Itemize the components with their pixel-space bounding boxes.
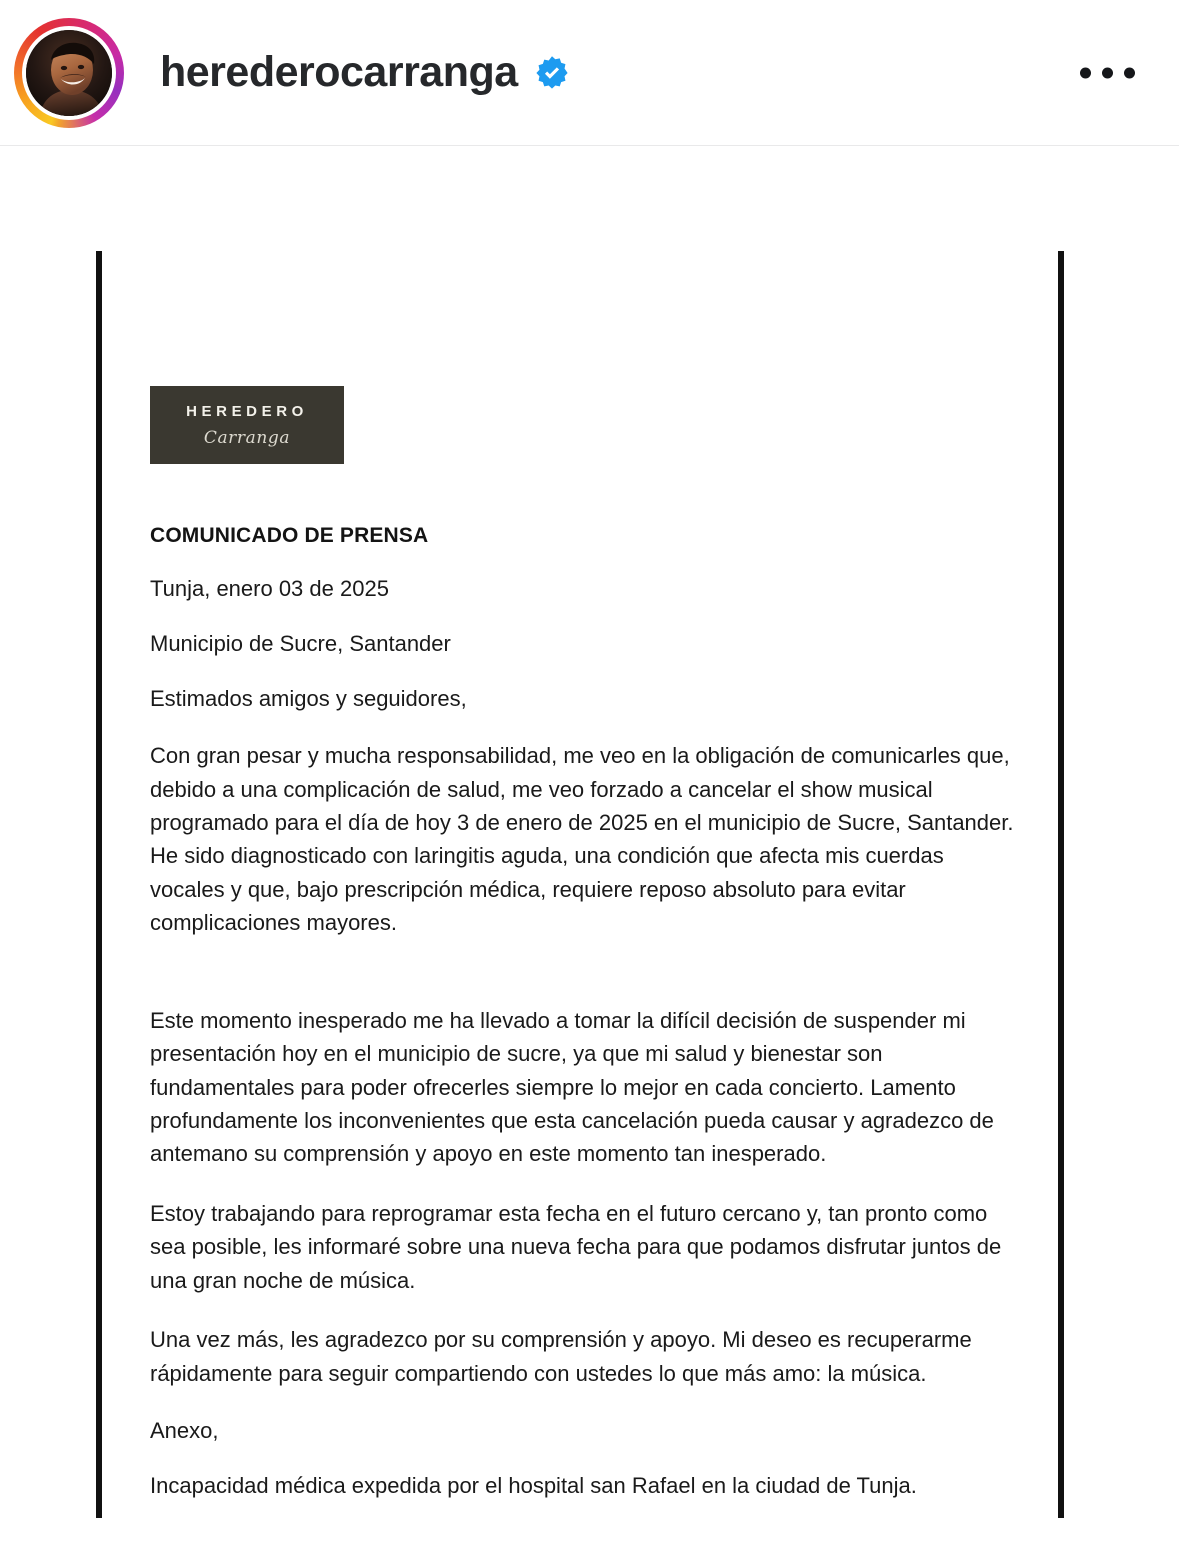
document-paragraph: Estoy trabajando para reprogramar esta fecha en el futuro cercano y, tan pronto como sea posible, les informaré sobre una nueva fecha para que podamos disfrutar juntos de una gran noche de música. — [150, 1200, 1002, 1293]
document-salutation: Estimados amigos y seguidores, — [150, 686, 467, 712]
document-right-frame-bar — [1058, 251, 1064, 1518]
avatar-ring-gap — [22, 26, 116, 120]
document-left-frame-bar — [96, 251, 102, 1518]
document-heading: COMUNICADO DE PRENSA — [150, 524, 429, 547]
logo-wordmark: HEREDERO — [186, 403, 308, 420]
more-dot-1 — [1080, 67, 1091, 78]
account-identity[interactable] — [160, 48, 570, 96]
document-paragraph: Con gran pesar y mucha responsabilidad, me veo en la obligación de comunicarles que, debido a una complicación de salud, me veo forzado a cancelar el show musical programado para el día de hoy 3 de enero de 2025 en el municipio de Sucre, Santander. He sido diagnosticado con laringitis aguda, una condición que afecta mis cuerdas vocales y que, bajo prescripción médica, requiere reposo absoluto para evitar complicaciones mayores. — [150, 743, 1014, 936]
document-content — [150, 146, 1022, 1500]
document-annex-label: Anexo, — [150, 1418, 219, 1444]
avatar[interactable] — [26, 30, 112, 116]
heredero-carranga-logo — [150, 386, 344, 464]
avatar-story-ring[interactable] — [14, 18, 124, 128]
logo-script-text: Carranga — [203, 428, 291, 448]
document-annex-text: Incapacidad médica expedida por el hospital san Rafael en la ciudad de Tunja. — [150, 1473, 917, 1499]
document-paragraph: Este momento inesperado me ha llevado a tomar la difícil decisión de suspender mi presentación hoy en el municipio de sucre, ya que mi salud y bienestar son fundamentales para poder ofrecerles siempre lo mejor en cada concierto. Lamento profundamente los inconvenientes que esta cancelación pueda causar y agradezco de antemano su comprensión y apoyo en este momento tan inesperado. — [150, 1007, 994, 1167]
username[interactable]: herederocarranga — [160, 48, 518, 96]
avatar-image — [26, 30, 112, 116]
more-dot-2 — [1102, 67, 1113, 78]
more-dot-3 — [1124, 67, 1135, 78]
post-media-press-release[interactable] — [0, 146, 1179, 1551]
verified-badge-icon — [534, 55, 570, 91]
document-date-line: Tunja, enero 03 de 2025 — [150, 576, 389, 601]
more-options-icon[interactable] — [1074, 55, 1141, 90]
document-place-line: Municipio de Sucre, Santander — [150, 631, 451, 657]
document-paragraph: Una vez más, les agradezco por su comprensión y apoyo. Mi deseo es recuperarme rápidamente para seguir compartiendo con ustedes lo que más amo: la música. — [150, 1327, 972, 1386]
instagram-post-header — [0, 0, 1179, 146]
